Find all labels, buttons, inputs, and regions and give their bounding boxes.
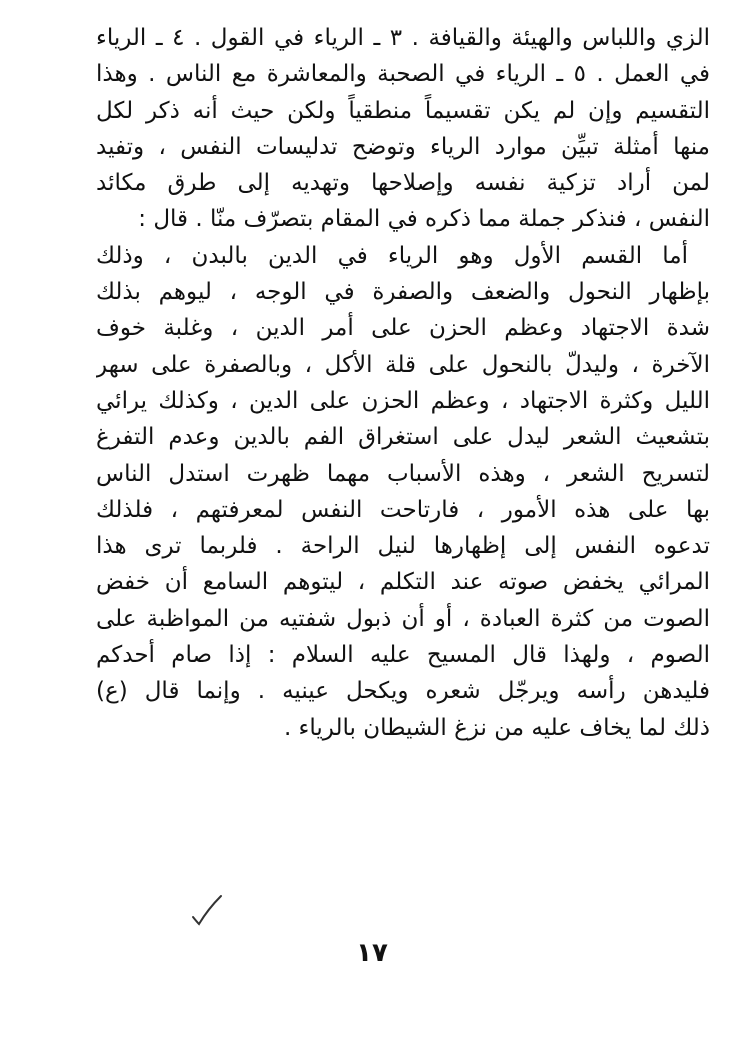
text-line: النفس ، فنذكر جملة مما ذكره في المقام بتصرّف منّا . قال :: [138, 206, 710, 233]
text-line: شدة الاجتهاد وعظم الحزن على أمر الدين ، وغلبة خوف: [96, 315, 710, 342]
text-line: التقسيم وإن لم يكن تقسيماً منطقياً ولكن حيث أنه ذكر لكل: [96, 97, 710, 124]
text-line: منها أمثلة تبيِّن موارد الرياء وتوضح تدليسات النفس ، وتفيد: [96, 133, 710, 160]
body-text: [96, 20, 710, 746]
text-line: في العمل . ٥ ـ الرياء في الصحبة والمعاشرة مع الناس . وهذا: [96, 61, 710, 88]
text-line: الليل وكثرة الاجتهاد ، وعظم الحزن على الدين ، وكذلك يرائي: [96, 387, 710, 414]
handwritten-check-mark: [190, 893, 224, 927]
text-line: تدعوه النفس إلى إظهارها لنيل الراحة . فلربما ترى هذا: [96, 533, 710, 560]
text-line: بها على هذه الأمور ، فارتاحت النفس لمعرفتهم ، فلذلك: [96, 496, 710, 523]
text-line: المرائي يخفض صوته عند التكلم ، ليتوهم السامع أن خفض: [96, 569, 710, 596]
text-line: أما القسم الأول وهو الرياء في الدين بالبدن ، وذلك: [96, 242, 688, 269]
text-line: الزي واللباس والهيئة والقيافة . ٣ ـ الرياء في القول . ٤ ـ الرياء: [96, 25, 710, 51]
text-line: بتشعيث الشعر ليدل على استغراق الفم بالدين وعدم التفرغ: [96, 424, 710, 451]
text-line: الآخرة ، وليدلّ بالنحول على قلة الأكل ، وبالصفرة على سهر: [96, 351, 710, 378]
text-line: فليدهن رأسه ويرجّل شعره ويكحل عينيه . وإنما قال (ع): [96, 678, 710, 705]
text-line: الصوت من كثرة العبادة ، أو أن ذبول شفتيه من المواظبة على: [96, 605, 710, 632]
text-line: بإظهار النحول والضعف والصفرة في الوجه ، ليوهم بذلك: [96, 279, 710, 306]
text-line: لتسريح الشعر ، وهذه الأسباب مهما ظهرت استدل الناس: [96, 460, 710, 487]
page-number: ١٧: [356, 938, 388, 968]
text-line: لمن أراد تزكية نفسه وإصلاحها وتهديه إلى طرق مكائد: [96, 170, 710, 197]
text-line: الصوم ، ولهذا قال المسيح عليه السلام : إذا صام أحدكم: [96, 642, 710, 669]
text-line: ذلك لما يخاف عليه من نزغ الشيطان بالرياء .: [283, 714, 710, 741]
